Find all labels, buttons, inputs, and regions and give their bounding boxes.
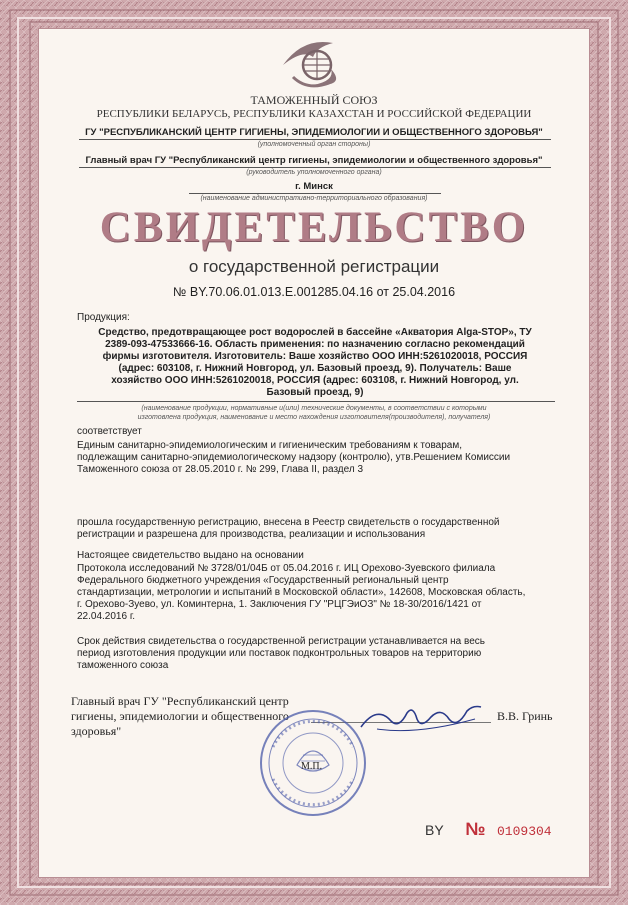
product-caption: (наименование продукции, нормативные и(или) технические документы, в соответствии с которыми изготовлена продукция, наименование и место нахождения изготовителя(производителя), получателя) [137, 405, 491, 421]
product-description: Средство, предотвращающее рост водорослей в бассейне «Акватория Alga-STOP», ТУ 2389-093-47533666-16. Область применения: по назначению согласно рекомендаций фирмы изготовителя. Изготовитель: Ваше хозяйство ООО ИНН:5261020018, РОССИЯ (адрес: 603108, г. Нижний Новгород, ул. Базовый проезд, 9). Получатель: Ваше хозяйство ООО ИНН:5261020018, РОССИЯ (адрес: 603108, г. Нижний Новгород, ул. Базовый проезд, 9) [98, 327, 532, 398]
customs-union-emblem-icon [273, 35, 357, 93]
stamp-label: М.П. [301, 761, 323, 772]
conformity-label: соответствует [77, 426, 142, 437]
authority-name: ГУ "РЕСПУБЛИКАНСКИЙ ЦЕНТР ГИГИЕНЫ, ЭПИДЕМИОЛОГИИ И ОБЩЕСТВЕННОГО ЗДОРОВЬЯ" [85, 127, 543, 138]
product-label: Продукция: [77, 312, 130, 323]
certificate-title: СВИДЕТЕЛЬСТВО [99, 204, 529, 251]
certificate-subtitle: о государственной регистрации [188, 257, 440, 276]
registration-text: прошла государственную регистрацию, внесена в Реестр свидетельств о государственной регистрации и разрешена для производства, реализации и использования [77, 517, 500, 540]
registration-number: № BY.70.06.01.013.E.001285.04.16 от 25.04.2016 [172, 285, 456, 299]
signatory-name: В.В. Гринь [497, 709, 553, 723]
authority-caption: (уполномоченный орган стороны) [257, 141, 371, 148]
basis-text: Протокола исследований № 3728/01/04Б от 05.04.2016 г. ИЦ Орехово-Зуевского филиала Федерального бюджетного учреждения «Государственный региональный центр стандартизации, метрологии и испытаний в Московской области», 142608, Московская область, г. Орехово-Зуево, ул. Коминтерна, 1. Заключения ГУ "РЦГЭиОЗ" № 18-30/2016/1421 от 22.04.2016 г. [77, 563, 526, 622]
republics-heading: РЕСПУБЛИКИ БЕЛАРУСЬ, РЕСПУБЛИКИ КАЗАХСТАН И РОССИЙСКОЙ ФЕДЕРАЦИИ [96, 108, 532, 120]
city-name: г. Минск [295, 181, 333, 192]
customs-union-heading: ТАМОЖЕННЫЙ СОЮЗ [250, 93, 378, 107]
head-doctor-line: Главный врач ГУ "Республиканский центр гигиены, эпидемиологии и общественного здоровья" [85, 155, 543, 166]
signatory-title: Главный врач ГУ "Республиканский центр гигиены, эпидемиологии и общественного здоровья" [71, 694, 289, 738]
head-caption: (руководитель уполномоченного органа) [246, 169, 382, 176]
city-caption: (наименование административно-территориального образования) [200, 195, 428, 202]
conformity-text: Единым санитарно-эпидемиологическим и гигиеническим требованиям к товарам, подлежащим санитарно-эпидемиологическому надзору (контролю), утв.Решением Комиссии Таможенного союза от 28.05.2010 г. № 299, Глава II, раздел 3 [77, 440, 511, 475]
serial-number: BY № 0109304 [425, 819, 552, 839]
validity-text: Срок действия свидетельства о государственной регистрации устанавливается на весь период изготовления продукции или поставок подконтрольных товаров на территорию таможенного союза [77, 636, 485, 671]
basis-label: Настоящее свидетельство выдано на основании [77, 550, 304, 561]
certificate-body [38, 28, 590, 878]
handwritten-signature-icon [357, 699, 487, 739]
